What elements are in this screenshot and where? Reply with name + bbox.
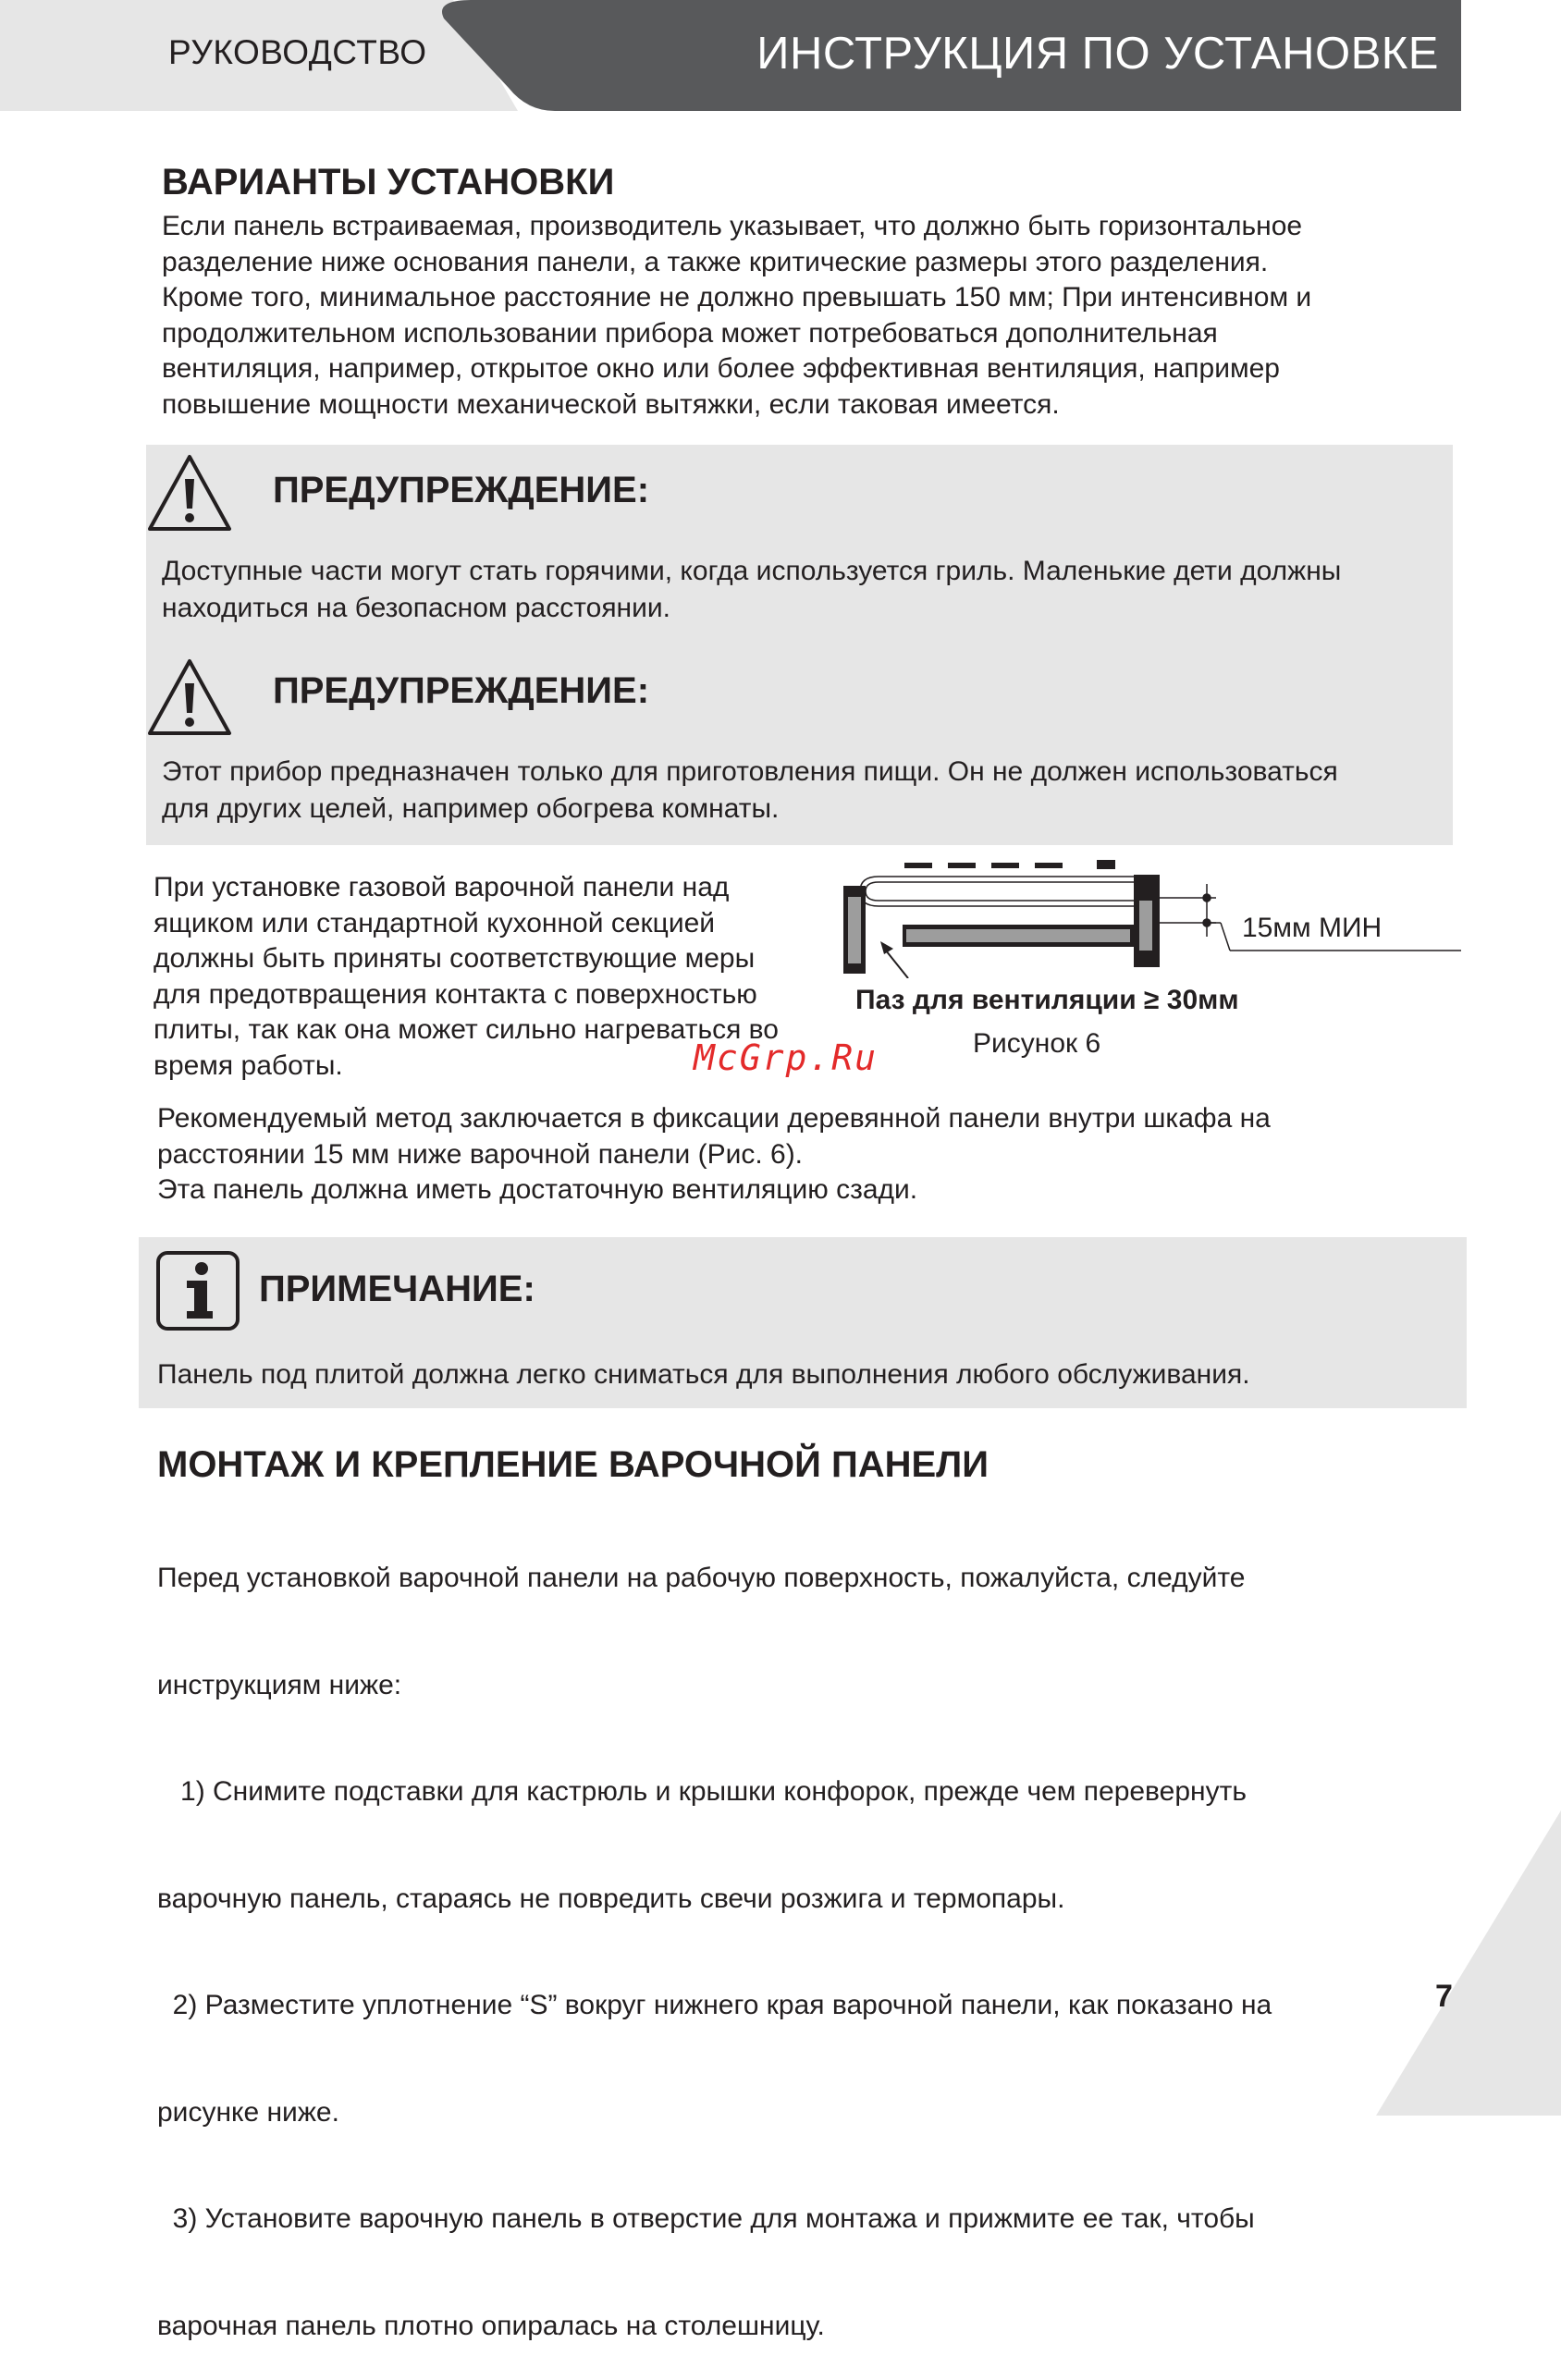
- text-line: для предотвращения контакта с поверхностью: [154, 978, 757, 1010]
- warning2-title: ПРЕДУПРЕЖДЕНИЕ:: [273, 670, 650, 711]
- burner-marks: [904, 860, 1115, 869]
- text-line: Рекомендуемый метод заключается в фиксации деревянной панели внутри шкафа на: [157, 1103, 1271, 1134]
- warning-triangle-icon: [146, 453, 233, 533]
- section-installation-options-title: ВАРИАНТЫ УСТАНОВКИ: [162, 162, 615, 202]
- dimension-label: 15мм МИН: [1242, 913, 1383, 943]
- text-line: При установке газовой варочной панели над: [154, 872, 730, 902]
- section-mounting-title: МОНТАЖ И КРЕПЛЕНИЕ ВАРОЧНОЙ ПАНЕЛИ: [157, 1444, 989, 1485]
- text-line: Если панель встраиваемая, производитель указывает, что должно быть горизонтальное: [162, 211, 1303, 241]
- text-line: плиты, так как она может сильно нагреваться во: [154, 1014, 779, 1045]
- note-text: Панель под плитой должна легко сниматься для выполнения любого обслуживания.: [157, 1359, 1250, 1390]
- hob-outline: [860, 877, 1137, 906]
- text-line: Эта панель должна иметь достаточную вентиляцию сзади.: [157, 1174, 918, 1205]
- text-line: расстоянии 15 мм ниже варочной панели (Рис. 6).: [157, 1138, 804, 1170]
- info-icon: [155, 1250, 240, 1331]
- warning2-text: [162, 754, 1438, 828]
- text-line: варочная панель плотно опиралась на столешницу.: [157, 2310, 825, 2341]
- header-title: ИНСТРУКЦИЯ ПО УСТАНОВКЕ: [756, 29, 1439, 79]
- text-line: 2) Разместите уплотнение “S” вокруг нижнего края варочной панели, как показано на: [157, 1990, 1272, 2020]
- text-line: для других целей, например обогрева комнаты.: [162, 793, 780, 824]
- note-title: ПРИМЕЧАНИЕ:: [259, 1269, 535, 1309]
- text-line: время работы.: [154, 1049, 343, 1081]
- section-mounting-text: [157, 1490, 1441, 2380]
- figure-caption: Рисунок 6: [973, 1028, 1101, 1059]
- warning-triangle-icon: [146, 657, 233, 737]
- text-line: Этот прибор предназначен только для приготовления пищи. Он не должен использоваться: [162, 756, 1338, 787]
- text-line: 3) Установите варочную панель в отверстие для монтажа и прижмите ее так, чтобы: [157, 2203, 1255, 2234]
- text-line: находиться на безопасном расстоянии.: [162, 593, 670, 623]
- text-line: повышение мощности механической вытяжки, если таковая имеется.: [162, 388, 1060, 420]
- warning1-title: ПРЕДУПРЕЖДЕНИЕ:: [273, 470, 650, 510]
- text-line: рисунке ниже.: [157, 2096, 339, 2128]
- page-corner: [1376, 1810, 1561, 2116]
- text-line: разделение ниже основания панели, а также критические размеры этого разделения.: [162, 246, 1269, 277]
- text-line: Доступные части могут стать горячими, когда используется гриль. Маленькие дети должны: [162, 556, 1342, 586]
- watermark: McGrp.Ru: [694, 1037, 879, 1078]
- warning1-text: [162, 553, 1438, 627]
- text-line: должны быть приняты соответствующие меры: [154, 943, 756, 974]
- text-line: Перед установкой варочной панели на рабочую поверхность, пожалуйста, следуйте: [157, 1563, 1246, 1593]
- text-line: 1) Снимите подставки для кастрюль и крышки конфорок, прежде чем перевернуть: [157, 1776, 1247, 1807]
- page-number: 7: [1435, 1979, 1453, 2014]
- text-line: инструкциям ниже:: [157, 1669, 402, 1700]
- header-left-label: РУКОВОДСТВО: [168, 33, 427, 71]
- vent-slot-label: Паз для вентиляции ≥ 30мм: [855, 985, 1239, 1015]
- recommend-text: [157, 1101, 1441, 1208]
- text-line: Кроме того, минимальное расстояние не должно превышать 150 мм; При интенсивном и: [162, 282, 1312, 313]
- text-line: ящиком или стандартной кухонной секцией: [154, 907, 716, 939]
- text-line: вентиляция, например, открытое окно или более эффективная вентиляция, например: [162, 353, 1280, 384]
- text-line: варочную панель, стараясь не повредить свечи розжига и термопары.: [157, 1883, 1065, 1914]
- text-line: продолжительном использовании прибора может потребоваться дополнительная: [162, 317, 1218, 349]
- section-installation-options-text: [162, 209, 1438, 423]
